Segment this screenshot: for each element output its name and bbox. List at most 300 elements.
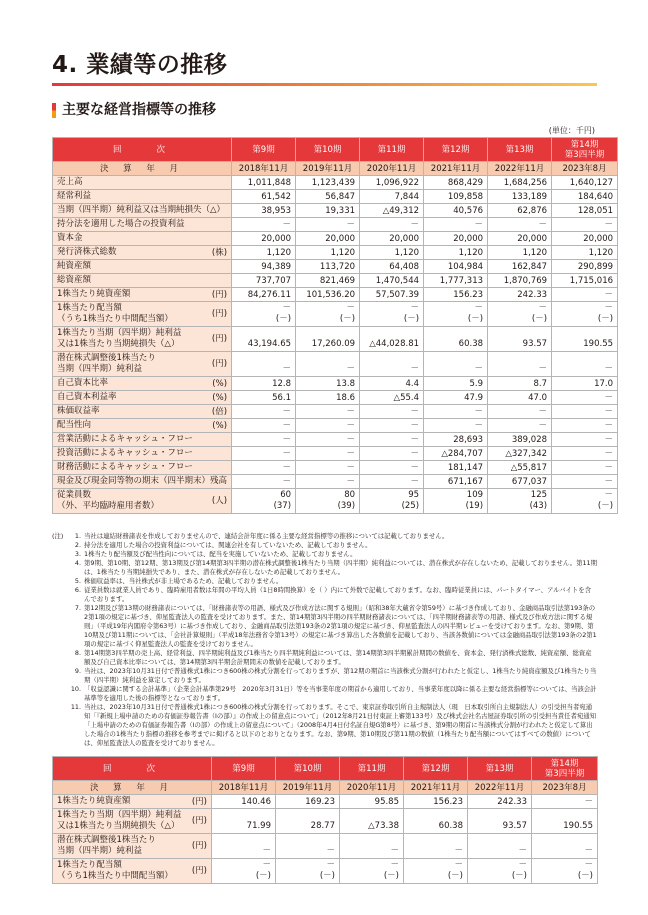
- table-row: [53, 204, 618, 218]
- value-sub: (－): [597, 314, 614, 324]
- value-sub: (－): [275, 314, 292, 324]
- header-date: 2019年11月: [296, 162, 360, 176]
- table-row: [53, 260, 618, 274]
- table-row: [53, 327, 618, 352]
- row-unit: (%): [212, 392, 228, 403]
- value-cell: 104,984: [424, 260, 488, 274]
- row-label: [53, 288, 232, 302]
- row-unit: (%): [212, 420, 228, 431]
- value-cell: 677,037: [488, 475, 552, 489]
- value-sub: (－): [511, 871, 527, 881]
- value-spacer: [300, 353, 355, 364]
- note-item: [52, 604, 597, 649]
- row-unit: (%): [212, 378, 228, 389]
- value-cell: 95.85: [340, 795, 404, 809]
- value-main: －: [604, 490, 614, 500]
- row-unit: (円): [211, 309, 228, 319]
- value-cell: 20,000: [232, 232, 296, 246]
- note-lead: [52, 559, 66, 577]
- value-cell: 128,051: [552, 204, 618, 218]
- value-cell: －: [360, 433, 424, 447]
- row-label: [53, 377, 232, 391]
- table-row: [53, 246, 618, 260]
- note-number: 2.: [74, 541, 81, 549]
- row-label: [53, 246, 232, 260]
- row-label: [53, 327, 232, 352]
- header-period-line: 第14期: [550, 758, 579, 769]
- note-number: 8.: [74, 649, 81, 657]
- value-main: 43,194.65: [247, 339, 292, 349]
- value-cell: △327,342: [488, 447, 552, 461]
- value-main: －: [262, 846, 271, 856]
- value-cell: 1,470,544: [360, 274, 424, 288]
- value-main: －: [282, 303, 292, 313]
- row-label: [53, 274, 232, 288]
- title-rule: [52, 83, 597, 86]
- value-spacer: [300, 328, 355, 339]
- header-period: 第9期: [212, 757, 276, 781]
- value-spacer: [428, 353, 483, 364]
- note-lead: [52, 541, 66, 550]
- header-row-date: [53, 162, 618, 176]
- header-row-period: [53, 138, 618, 162]
- value-main: －: [454, 860, 463, 870]
- row-label-text: 潜在株式調整後1株当たり: [57, 835, 156, 845]
- value-cell: 18.6: [296, 391, 360, 405]
- value-cell: 8.7: [488, 377, 552, 391]
- note-number: 5.: [74, 577, 81, 585]
- value-cell: 61,542: [232, 190, 296, 204]
- value-main: 125: [530, 490, 548, 500]
- row-label-text: 株価収益率: [57, 406, 100, 416]
- page-title: 4. 業績等の推移: [52, 52, 228, 78]
- note-number: 3.: [74, 550, 81, 558]
- row-label: [53, 809, 212, 834]
- value-sub: (－): [339, 314, 356, 324]
- value-cell: 1,640,127: [552, 176, 618, 190]
- value-cell: 1,120: [552, 246, 618, 260]
- value-cell: 17.0: [552, 377, 618, 391]
- value-cell: －: [552, 419, 618, 433]
- value-cell: 20,000: [552, 232, 618, 246]
- note-text: 従業員数は就業人員であり、臨時雇用者数は年間の平均人員（1日8時間換算）を（ ）内にて外数で記載しております。なお、臨時従業員には、パートタイマー、アルバイトを含んでおります。: [84, 586, 592, 603]
- row-label: [53, 190, 232, 204]
- note-number: 9.: [74, 667, 81, 675]
- value-cell: －: [360, 419, 424, 433]
- value-sub: (－): [597, 501, 614, 511]
- value-main: －: [454, 846, 463, 856]
- value-cell: [488, 302, 552, 327]
- row-label-text: 1株当たり当期（四半期）純利益: [57, 810, 182, 820]
- row-label-text: 1株当たり配当額: [57, 860, 122, 870]
- note-lead: [52, 703, 66, 748]
- value-cell: －: [296, 218, 360, 232]
- value-cell: 101,536.20: [296, 288, 360, 302]
- value-cell: [532, 859, 598, 884]
- table-row: [53, 190, 618, 204]
- header-date: 2023年8月: [552, 162, 618, 176]
- value-cell: 162,847: [488, 260, 552, 274]
- table-row: [53, 391, 618, 405]
- table-row: [53, 475, 618, 489]
- header-period: [552, 138, 618, 162]
- section-marker: [52, 103, 56, 118]
- value-cell: －: [232, 405, 296, 419]
- row-label-text: 投資活動によるキャッシュ・フロー: [57, 448, 193, 458]
- value-cell: 12.8: [232, 377, 296, 391]
- row-unit: (円): [191, 796, 207, 807]
- value-main: －: [538, 364, 548, 374]
- value-cell: 1,870,769: [488, 274, 552, 288]
- table-row: [53, 795, 598, 809]
- value-cell: 40,576: [424, 204, 488, 218]
- value-cell: －: [552, 475, 618, 489]
- row-label-text-2: 当期（四半期）純利益: [57, 846, 143, 856]
- value-cell: [552, 302, 618, 327]
- header-period: 第12期: [424, 138, 488, 162]
- value-cell: 64,408: [360, 260, 424, 274]
- row-label: [53, 489, 232, 514]
- table-row: [53, 274, 618, 288]
- value-spacer: [216, 810, 271, 821]
- value-cell: [232, 327, 296, 352]
- value-cell: 156.23: [404, 795, 468, 809]
- value-cell: [276, 834, 340, 859]
- value-spacer: [364, 353, 419, 364]
- value-cell: －: [232, 433, 296, 447]
- table-row: [53, 288, 618, 302]
- row-unit: (倍): [211, 406, 228, 417]
- value-cell: 140.46: [212, 795, 276, 809]
- value-cell: 290,899: [552, 260, 618, 274]
- value-main: 93.57: [502, 821, 527, 831]
- row-label: [53, 419, 232, 433]
- note-item: [52, 550, 597, 559]
- table-row: [53, 859, 598, 884]
- note-lead: [52, 604, 66, 649]
- header-date: 2020年11月: [360, 162, 424, 176]
- value-cell: 1,120: [488, 246, 552, 260]
- row-label-text: 総資産額: [57, 275, 92, 285]
- header-period: 第11期: [360, 138, 424, 162]
- value-main: －: [346, 364, 356, 374]
- header-date: 2020年11月: [340, 781, 404, 795]
- row-unit: (株): [211, 247, 228, 258]
- row-label: [53, 405, 232, 419]
- row-label: [53, 176, 232, 190]
- value-spacer: [556, 328, 613, 339]
- value-cell: 1,096,922: [360, 176, 424, 190]
- value-cell: －: [488, 405, 552, 419]
- value-cell: －: [360, 218, 424, 232]
- row-label: [53, 795, 212, 809]
- value-cell: －: [488, 218, 552, 232]
- header-date: 2018年11月: [212, 781, 276, 795]
- header-period: 第11期: [340, 757, 404, 781]
- value-cell: [488, 327, 552, 352]
- value-cell: [276, 859, 340, 884]
- value-cell: 1,120: [232, 246, 296, 260]
- row-label-text: 従業員数: [57, 490, 92, 500]
- row-label-text-2: 又は1株当たり当期純損失（△）: [57, 339, 180, 349]
- table-row: [53, 461, 618, 475]
- note-lead: [52, 577, 66, 586]
- value-sub: (－): [319, 871, 335, 881]
- value-cell: －: [488, 419, 552, 433]
- value-cell: 1,123,439: [296, 176, 360, 190]
- value-sub: (25): [401, 501, 420, 511]
- value-cell: 109,858: [424, 190, 488, 204]
- row-unit: (円): [211, 334, 228, 344]
- value-main: 93.57: [522, 339, 548, 349]
- value-cell: 389,028: [488, 433, 552, 447]
- value-main: －: [604, 303, 614, 313]
- value-main: －: [474, 303, 484, 313]
- value-spacer: [280, 810, 335, 821]
- row-label-text: 当期（四半期）純利益又は当期純損失（△）: [57, 205, 226, 215]
- value-cell: [424, 302, 488, 327]
- row-label: [53, 218, 232, 232]
- value-cell: －: [552, 433, 618, 447]
- row-label: [53, 260, 232, 274]
- row-label: [53, 204, 232, 218]
- value-cell: [468, 859, 532, 884]
- value-cell: －: [552, 288, 618, 302]
- value-cell: 62,876: [488, 204, 552, 218]
- notes: [52, 532, 597, 748]
- value-main: 60: [280, 490, 292, 500]
- value-main: 28.77: [310, 821, 335, 831]
- table-row: [53, 447, 618, 461]
- value-spacer: [472, 810, 527, 821]
- value-main: －: [410, 364, 420, 374]
- note-text: 第9期、第10期、第12期、第13期及び第14期第3四半期の潜在株式調整後1株当たり当期（四半期）純利益については、潜在株式が存在しないため、記載しておりません。第11期は、1株当たり当期純損失であり、また、潜在株式が存在しないため記載しておりません。: [84, 559, 597, 576]
- value-main: 190.55: [563, 821, 593, 831]
- row-label: [53, 834, 212, 859]
- value-cell: [232, 489, 296, 514]
- header-period: [532, 757, 598, 781]
- value-cell: [360, 327, 424, 352]
- value-sub: (－): [447, 871, 463, 881]
- table-row: [53, 489, 618, 514]
- row-label-text: 1株当たり純資産額: [57, 289, 131, 299]
- value-cell: [360, 489, 424, 514]
- value-cell: [404, 834, 468, 859]
- note-lead: [52, 685, 66, 703]
- value-cell: 1,120: [296, 246, 360, 260]
- row-label-text: 配当性向: [57, 420, 92, 430]
- note-text: 「収益認識に関する会計基準」（企業会計基準第29号 2020年3月31日）等を当事業年度の期首から適用しており、当事業年度以降に係る主要な経営指標等については、当該会計基準等を適用した後の指標等となっております。: [84, 685, 597, 702]
- header-date: 2022年11月: [488, 162, 552, 176]
- value-cell: [212, 809, 276, 834]
- table-row: [53, 176, 618, 190]
- value-cell: [468, 834, 532, 859]
- note-lead: [52, 649, 66, 667]
- row-label-text: 財務活動によるキャッシュ・フロー: [57, 462, 193, 472]
- row-label: [53, 352, 232, 377]
- row-label-text-2: （外、平均臨時雇用者数）: [57, 501, 160, 511]
- value-cell: [552, 352, 618, 377]
- note-item: [52, 685, 597, 703]
- row-label-text-2: （うち1株当たり中間配当額）: [57, 314, 173, 324]
- row-label: [53, 475, 232, 489]
- value-cell: －: [552, 218, 618, 232]
- row-label: [53, 859, 212, 884]
- table-row: [53, 218, 618, 232]
- value-cell: [340, 809, 404, 834]
- row-label-text: 潜在株式調整後1株当たり: [57, 353, 156, 363]
- value-cell: －: [232, 447, 296, 461]
- row-label-text: 1株当たり配当額: [57, 303, 122, 313]
- header-period: 第13期: [468, 757, 532, 781]
- value-spacer: [472, 835, 527, 846]
- value-spacer: [280, 835, 335, 846]
- row-label-text: 経常利益: [57, 191, 92, 201]
- value-cell: 38,953: [232, 204, 296, 218]
- value-sub: (－): [577, 871, 593, 881]
- value-main: －: [604, 364, 614, 374]
- header-date: 2022年11月: [468, 781, 532, 795]
- note-number: 10.: [70, 685, 81, 693]
- note-number: 11.: [70, 703, 81, 711]
- section-title: 主要な経営指標等の推移: [62, 102, 216, 118]
- value-main: －: [538, 303, 548, 313]
- value-cell: [296, 489, 360, 514]
- value-cell: 133,189: [488, 190, 552, 204]
- table-row: [53, 433, 618, 447]
- row-unit: (円): [191, 866, 207, 876]
- row-unit: (円): [191, 841, 207, 851]
- note-lead: [52, 586, 66, 604]
- value-main: －: [390, 846, 399, 856]
- value-spacer: [492, 353, 547, 364]
- value-cell: －: [296, 433, 360, 447]
- value-main: △44,028.81: [369, 339, 420, 349]
- row-label-text: 持分法を適用した場合の投資利益: [57, 219, 185, 229]
- note-item: [52, 649, 597, 667]
- value-cell: [468, 809, 532, 834]
- value-cell: [296, 352, 360, 377]
- value-cell: [232, 302, 296, 327]
- row-label-text: 売上高: [57, 177, 83, 187]
- value-cell: －: [360, 405, 424, 419]
- value-cell: 184,640: [552, 190, 618, 204]
- value-main: 60.38: [458, 339, 484, 349]
- row-label-text: 自己資本比率: [57, 378, 109, 388]
- value-cell: －: [424, 405, 488, 419]
- value-cell: 1,011,848: [232, 176, 296, 190]
- table-row: [53, 834, 598, 859]
- value-cell: [424, 352, 488, 377]
- header-date: 2021年11月: [424, 162, 488, 176]
- value-main: －: [518, 846, 527, 856]
- value-spacer: [556, 353, 613, 364]
- note-text: 当社は、2023年10月31日付で普通株式1株につき600株の株式分割を行っておりますが、第12期の期首に当該株式分割が行われたと仮定し、1株当たり純資産額及び1株当たり当期（四半期）純利益を算定しております。: [84, 667, 597, 684]
- value-spacer: [536, 810, 593, 821]
- value-cell: 737,707: [232, 274, 296, 288]
- value-spacer: [536, 835, 593, 846]
- value-cell: －: [360, 461, 424, 475]
- value-cell: [424, 327, 488, 352]
- value-main: 71.99: [246, 821, 271, 831]
- value-cell: 242.33: [488, 288, 552, 302]
- value-main: 80: [344, 490, 356, 500]
- header-date: 2018年11月: [232, 162, 296, 176]
- value-spacer: [236, 328, 291, 339]
- table-row: [53, 809, 598, 834]
- value-main: 190.55: [583, 339, 614, 349]
- value-cell: [404, 859, 468, 884]
- value-main: －: [474, 364, 484, 374]
- header-row-date: [53, 781, 598, 795]
- value-cell: 1,120: [360, 246, 424, 260]
- header-label: 回 次: [53, 757, 212, 781]
- value-sub: (－): [531, 314, 548, 324]
- value-cell: 47.0: [488, 391, 552, 405]
- header-row-period: [53, 757, 598, 781]
- value-main: －: [518, 860, 527, 870]
- value-main: －: [410, 303, 420, 313]
- value-main: 109: [466, 490, 484, 500]
- value-cell: －: [296, 461, 360, 475]
- value-main: －: [326, 846, 335, 856]
- value-cell: －: [424, 218, 488, 232]
- value-cell: 47.9: [424, 391, 488, 405]
- row-label-text: 資本金: [57, 233, 83, 243]
- value-cell: [552, 489, 618, 514]
- header-label: 回 次: [53, 138, 232, 162]
- value-cell: －: [232, 419, 296, 433]
- note-text: 第12期及び第13期の財務諸表については、「財務諸表等の用語、様式及び作成方法に関する規則」（昭和38年大蔵省令第59号）に基づき作成しており、金融商品取引法第193条の2第1項の規定に基づき、仰星監査法人の監査を受けております。また、第14期第3四半期の四半期財務諸表については、「四半期財務諸表等の用語、様式及び作成方法に関する規則」（平成19年内閣府令第63号）に基づき作成しており、金融商品取引法第193条の2第1項の規定に基づき、仰星監査法人の四半期レビューを受けております。なお、第9期、第10期及び第11期については、「会社計算規則」（平成18年法務省令第13号）の規定に基づき算出した各数値を記載しており、当該各数値については金融商品取引法第193条の2第1項の規定に基づく仰星監査法人の監査を受けておりません。: [84, 604, 597, 648]
- value-main: －: [326, 860, 335, 870]
- note-text: 当社は、2023年10月31日付で普通株式1株につき600株の株式分割を行っております。そこで、東京証券取引所自主規制法人（現 日本取引所自主規制法人）の引受担当者宛通知「『新規上場申請のための有価証券報告書（Ⅰの部）』の作成上の留意点について」（2012年8月21日付東証上審第133号）及び株式会社名古屋証券取引所の引受担当責任者宛通知「上場申請のための有価証券報告書（Ⅰの部）の作成上の留意点について」（2008年4月4日付名証自規G第8号）に基づき、第9期の期首に当該株式分割が行われたと仮定して算出した場合の1株当たり指標の推移を参考までに掲げると以下のとおりとなります。なお、第9期、第10期及び第11期の数値（1株当たり配当額についてはすべての数値）については、仰星監査法人の監査を受けておりません。: [84, 703, 597, 747]
- value-cell: －: [296, 405, 360, 419]
- value-cell: 94,389: [232, 260, 296, 274]
- value-spacer: [236, 353, 291, 364]
- header-period: 第12期: [404, 757, 468, 781]
- value-spacer: [492, 328, 547, 339]
- value-main: 60.38: [438, 821, 463, 831]
- note-lead: [52, 667, 66, 685]
- note-item: [52, 667, 597, 685]
- note-text: 株価収益率は、当社株式が非上場であるため、記載しておりません。: [84, 577, 283, 585]
- value-cell: 868,429: [424, 176, 488, 190]
- value-main: －: [584, 846, 593, 856]
- header-date: 2019年11月: [276, 781, 340, 795]
- value-cell: 181,147: [424, 461, 488, 475]
- row-unit: (人): [211, 496, 228, 506]
- value-cell: 20,000: [296, 232, 360, 246]
- value-cell: [212, 859, 276, 884]
- note-item: [52, 532, 597, 541]
- row-label-text: 現金及び現金同等物の期末（四半期末）残高: [57, 476, 228, 486]
- note-item: [52, 559, 597, 577]
- value-main: －: [584, 860, 593, 870]
- value-main: 95: [408, 490, 420, 500]
- header-period: 第10期: [296, 138, 360, 162]
- value-cell: 20,000: [424, 232, 488, 246]
- note-item: [52, 586, 597, 604]
- value-cell: 4.4: [360, 377, 424, 391]
- value-sub: (43): [529, 501, 548, 511]
- value-cell: －: [552, 405, 618, 419]
- value-cell: [532, 834, 598, 859]
- note-text: 1株当たり配当額及び配当性向については、配当を実施していないため、記載しておりません。: [84, 550, 357, 558]
- value-main: －: [346, 303, 356, 313]
- row-label-text: 発行済株式総数: [57, 247, 117, 257]
- value-main: △73.38: [368, 821, 399, 831]
- value-cell: 113,720: [296, 260, 360, 274]
